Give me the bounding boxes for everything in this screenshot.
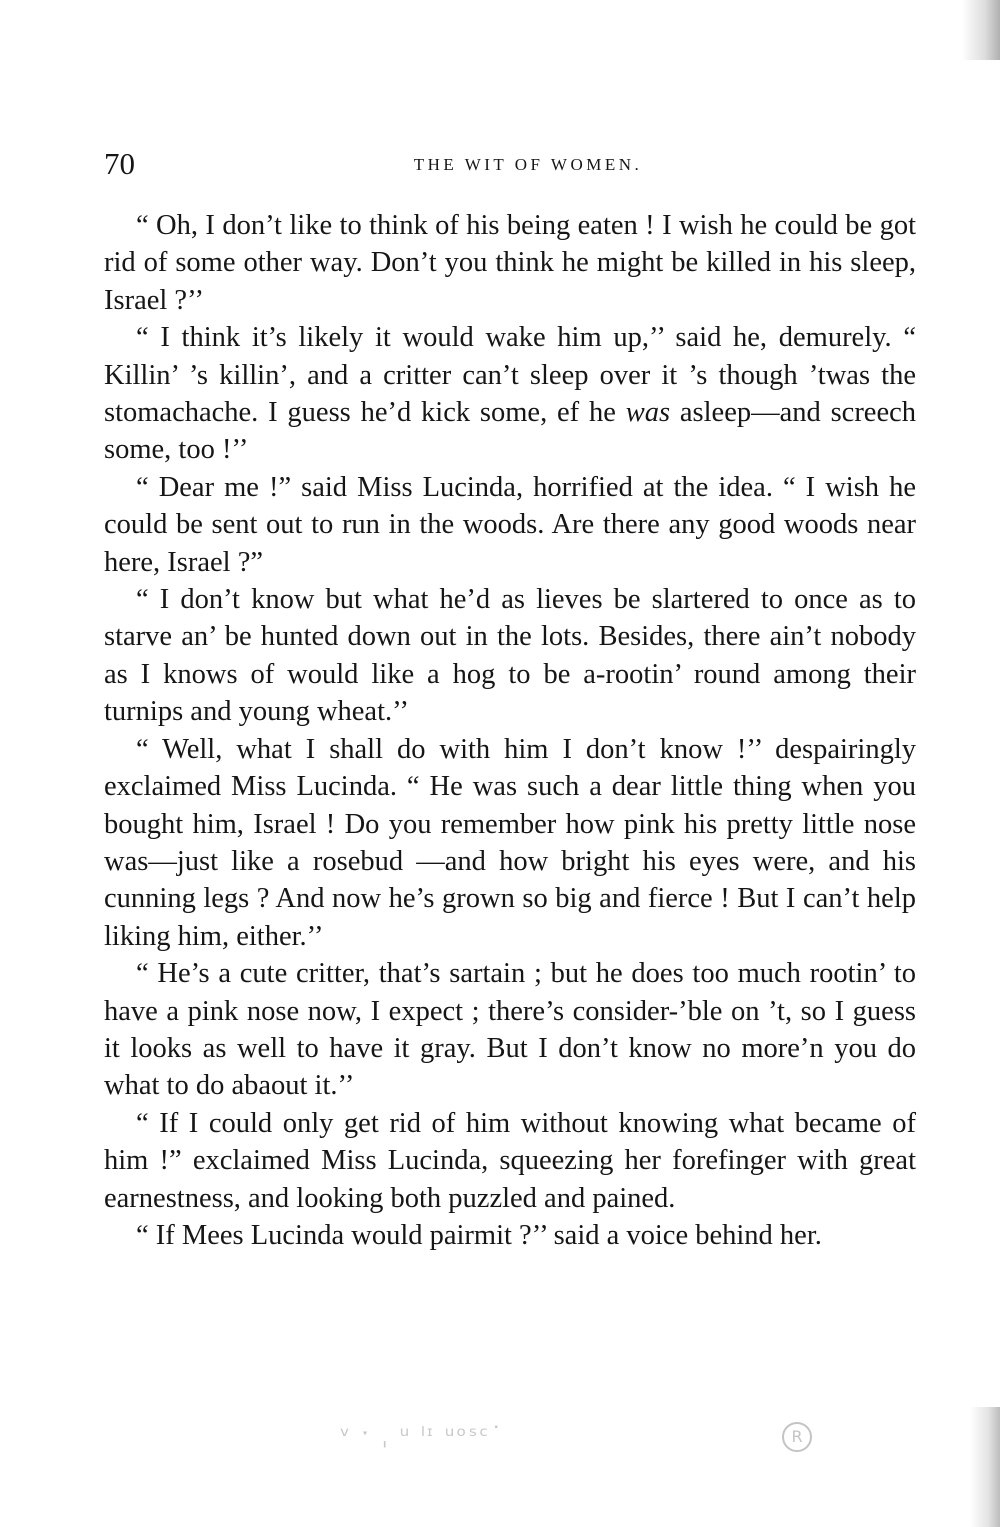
page-number: 70 xyxy=(104,146,135,181)
body-text xyxy=(104,207,916,1254)
page-header xyxy=(104,146,916,182)
paragraph: “ I think it’s likely it would wake him up,’’ said he, demurely. “ Killin’ ’s killin’, and a critter can’t sleep over it ’s though ’twas the stomachache. I guess he’d kick some, ef he was asleep—and screech some, too !’’ xyxy=(104,322,917,466)
paragraph: “ I don’t know but what he’d as lieves be slartered to once as to starve an’ be hunted down out in the lots. Besides, there ain’t nobody as I knows of would like a hog to be a-rootin’ round among their turnips and young wheat.’’ xyxy=(104,584,916,728)
scan-edge-shadow xyxy=(970,1407,1000,1527)
library-stamp-icon: R xyxy=(782,1422,812,1452)
running-head: THE WIT OF WOMEN. xyxy=(413,155,643,174)
scan-artifact: ᵛ ˑ ˌ ᵘ ˡᶦ ᵘᵒˢᶜ˙ xyxy=(340,1422,505,1450)
paragraph: “ He’s a cute critter, that’s sartain ; but he does too much rootin’ to have a pink nose now, I expect ; there’s consider-’ble on ’t, so I guess it looks as well to have it gray. But I don’t know no more’n you do what to do abaout it.’’ xyxy=(104,958,916,1102)
paragraph: “ Oh, I don’t like to think of his being eaten ! I wish he could be got rid of some other way. Don’t you think he might be killed in his sleep, Israel ?’’ xyxy=(104,210,916,316)
paragraph: “ Dear me !” said Miss Lucinda, horrified at the idea. “ I wish he could be sent out to run in the woods. Are there any good woods near here, Israel ?” xyxy=(104,471,916,578)
scan-edge-shadow xyxy=(962,0,1000,60)
paragraph: “ If I could only get rid of him without knowing what became of him !” exclaimed Miss Lucinda, squeezing her forefinger with great earnestness, and looking both puzzled and pained. xyxy=(104,1107,916,1214)
paragraph: “ Well, what I shall do with him I don’t know !’’ despairingly exclaimed Miss Lucinda. “ He was such a dear little thing when you bought him, Israel ! Do you remember how pink his pretty little nose was—just like a rosebud —and how bright his eyes were, and his cunning legs ? And now he’s grown so big and fierce ! But I can’t help liking him, either.’’ xyxy=(104,733,916,952)
paragraph: “ If Mees Lucinda would pairmit ?’’ said a voice behind her. xyxy=(136,1219,822,1251)
